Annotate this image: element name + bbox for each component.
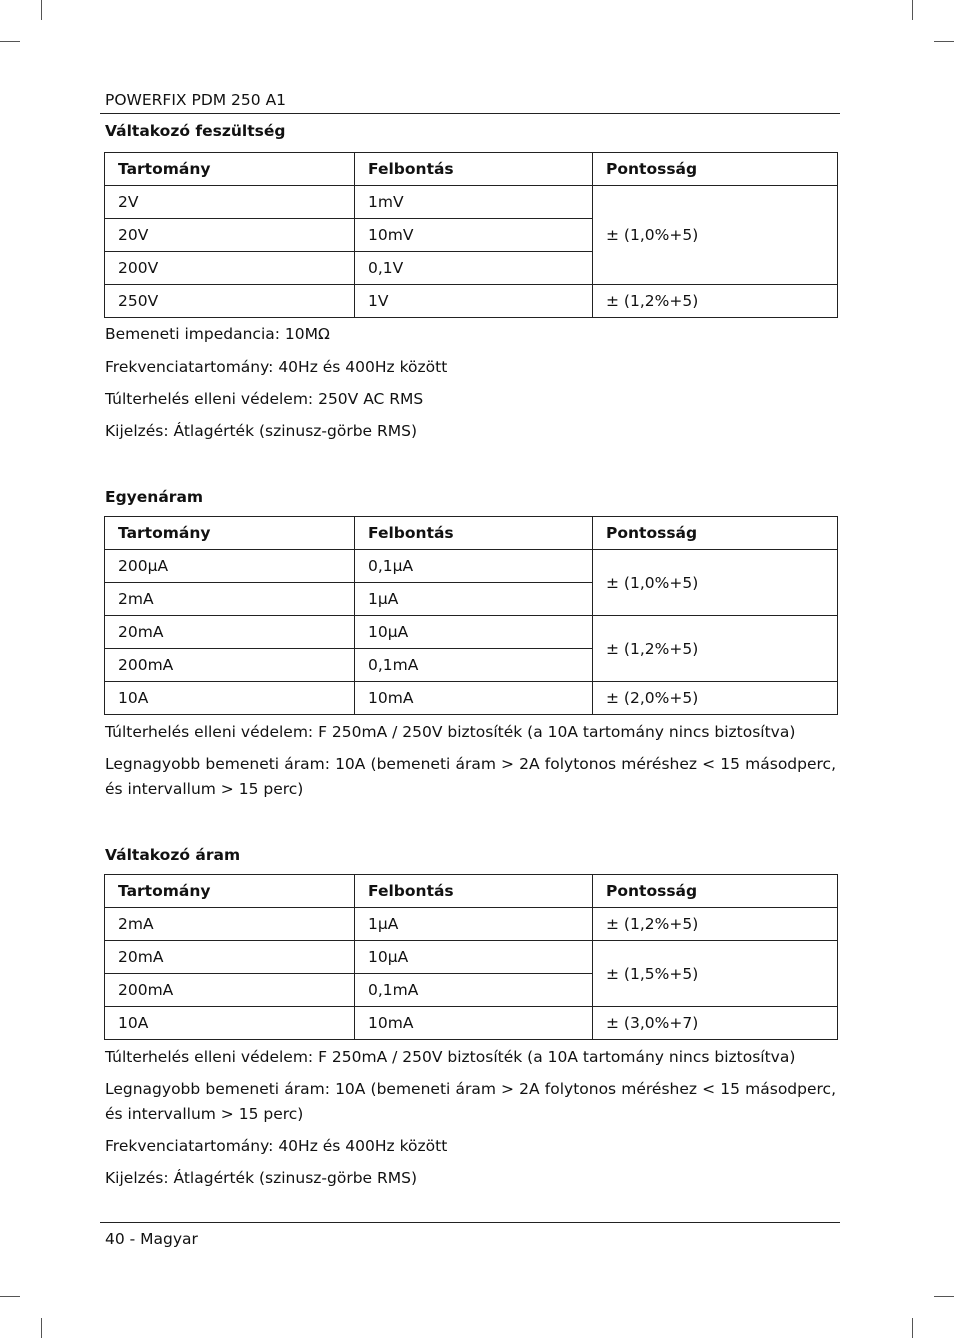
cell-accuracy: ± (1,0%+5) <box>593 186 838 285</box>
note-frequency-range: Frekvenciatartomány: 40Hz és 400Hz között <box>105 358 448 376</box>
crop-mark-top-left-horizontal <box>0 41 20 42</box>
section-heading-ac-voltage: Váltakozó feszültség <box>105 122 286 140</box>
cell-resolution: 0,1mA <box>355 649 593 682</box>
crop-mark-bottom-right-horizontal <box>934 1296 954 1297</box>
cell-resolution: 0,1mA <box>355 974 593 1007</box>
table-row <box>105 616 838 649</box>
cell-resolution: 0,1V <box>355 252 593 285</box>
cell-range: 200µA <box>105 550 355 583</box>
column-header-resolution: Felbontás <box>355 517 593 550</box>
crop-mark-top-left-vertical <box>41 0 42 20</box>
column-header-range: Tartomány <box>105 875 355 908</box>
cell-range: 20V <box>105 219 355 252</box>
ac-current-table <box>104 874 838 1040</box>
cell-range: 10A <box>105 1007 355 1040</box>
column-header-resolution: Felbontás <box>355 153 593 186</box>
crop-mark-bottom-right-vertical <box>912 1318 913 1338</box>
cell-range: 200mA <box>105 974 355 1007</box>
table-row <box>105 550 838 583</box>
ac-voltage-table <box>104 152 838 318</box>
column-header-accuracy: Pontosság <box>593 875 838 908</box>
cell-range: 200mA <box>105 649 355 682</box>
cell-accuracy: ± (1,2%+5) <box>593 285 838 318</box>
cell-resolution: 1mV <box>355 186 593 219</box>
cell-resolution: 10mA <box>355 682 593 715</box>
crop-mark-top-right-horizontal <box>934 41 954 42</box>
crop-mark-top-right-vertical <box>912 0 913 20</box>
note-max-input-current: Legnagyobb bemeneti áram: 10A (bemeneti áram > 2A folytonos méréshez < 15 másodperc, és intervallum > 15 perc) <box>105 1080 836 1123</box>
cell-range: 2V <box>105 186 355 219</box>
cell-resolution: 1V <box>355 285 593 318</box>
header-title: POWERFIX PDM 250 A1 <box>105 91 287 109</box>
cell-accuracy: ± (2,0%+5) <box>593 682 838 715</box>
table-header-row <box>105 517 838 550</box>
cell-resolution: 10mV <box>355 219 593 252</box>
dc-current-table <box>104 516 838 715</box>
cell-resolution: 10µA <box>355 941 593 974</box>
note-display-mode: Kijelzés: Átlagérték (szinusz-görbe RMS) <box>105 1169 418 1187</box>
note-frequency-range: Frekvenciatartomány: 40Hz és 400Hz között <box>105 1137 448 1155</box>
cell-resolution: 10mA <box>355 1007 593 1040</box>
column-header-accuracy: Pontosság <box>593 517 838 550</box>
table-header-row <box>105 875 838 908</box>
cell-resolution: 1µA <box>355 908 593 941</box>
note-input-impedance: Bemeneti impedancia: 10MΩ <box>105 325 330 343</box>
cell-resolution: 0,1µA <box>355 550 593 583</box>
cell-accuracy: ± (1,2%+5) <box>593 616 838 682</box>
header-rule <box>100 113 840 114</box>
table-row <box>105 285 838 318</box>
section-heading-ac-current: Váltakozó áram <box>105 846 241 864</box>
cell-range: 2mA <box>105 583 355 616</box>
table-row <box>105 908 838 941</box>
table-row <box>105 941 838 974</box>
cell-range: 200V <box>105 252 355 285</box>
crop-mark-bottom-left-horizontal <box>0 1296 20 1297</box>
column-header-accuracy: Pontosság <box>593 153 838 186</box>
cell-range: 10A <box>105 682 355 715</box>
footer-rule <box>100 1222 840 1223</box>
cell-range: 250V <box>105 285 355 318</box>
column-header-range: Tartomány <box>105 517 355 550</box>
cell-resolution: 10µA <box>355 616 593 649</box>
crop-mark-bottom-left-vertical <box>41 1318 42 1338</box>
note-overload-protection: Túlterhelés elleni védelem: 250V AC RMS <box>105 390 424 408</box>
table-row <box>105 1007 838 1040</box>
note-overload-protection: Túlterhelés elleni védelem: F 250mA / 250V biztosíték (a 10A tartomány nincs biztosítva) <box>105 1048 796 1066</box>
cell-range: 2mA <box>105 908 355 941</box>
page-number: 40 - Magyar <box>105 1230 198 1248</box>
cell-range: 20mA <box>105 941 355 974</box>
note-display-mode: Kijelzés: Átlagérték (szinusz-görbe RMS) <box>105 422 418 440</box>
table-row <box>105 186 838 219</box>
section-heading-dc-current: Egyenáram <box>105 488 204 506</box>
cell-accuracy: ± (1,5%+5) <box>593 941 838 1007</box>
cell-accuracy: ± (1,0%+5) <box>593 550 838 616</box>
cell-range: 20mA <box>105 616 355 649</box>
cell-accuracy: ± (3,0%+7) <box>593 1007 838 1040</box>
column-header-resolution: Felbontás <box>355 875 593 908</box>
table-row <box>105 682 838 715</box>
table-header-row <box>105 153 838 186</box>
cell-accuracy: ± (1,2%+5) <box>593 908 838 941</box>
cell-resolution: 1µA <box>355 583 593 616</box>
note-overload-protection: Túlterhelés elleni védelem: F 250mA / 250V biztosíték (a 10A tartomány nincs biztosítva) <box>105 723 796 741</box>
note-max-input-current: Legnagyobb bemeneti áram: 10A (bemeneti áram > 2A folytonos méréshez < 15 másodperc, és intervallum > 15 perc) <box>105 755 836 798</box>
column-header-range: Tartomány <box>105 153 355 186</box>
